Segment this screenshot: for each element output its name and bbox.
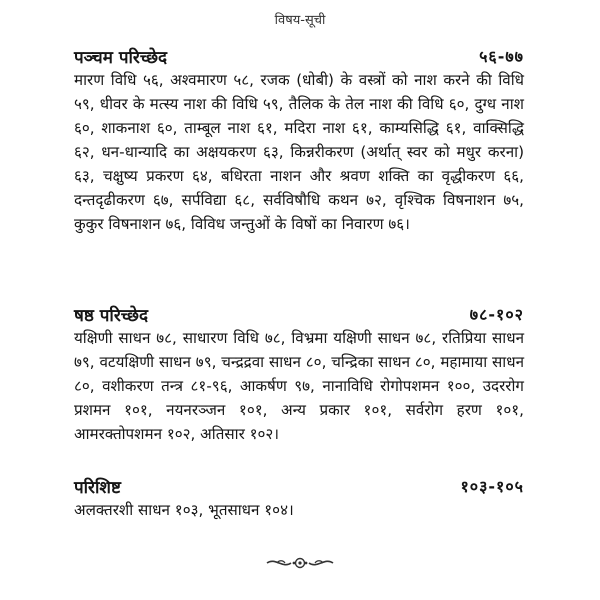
section-heading bbox=[74, 44, 524, 68]
section-page-range: ५६-७७ bbox=[479, 47, 524, 66]
section-body-text: मारण विधि ५६, अश्वमारण ५८, रजक (धोबी) के वस्त्रों को नाश करने की विधि ५९, धीवर के मत्स्य नाश की विधि ५९, तैलिक के तेल नाश की विधि ६०, दुग्ध नाश ६०, शाकनाश ६०, ताम्बूल नाश ६१, मदिरा नाश ६१, काम्यसिद्धि ६१, वाक्सिद्धि ६२, धन-धान्यादि का अक्षयकरण ६३, किन्नरीकरण (अर्थात् स्वर को मधुर करना) ६३, चक्षुष्य प्रकरण ६४, बधिरता नाशन और श्रवण शक्ति का वृद्धीकरण ६६, दन्तदृढीकरण ६७, सर्पविद्या ६८, सर्वविषौधि कथन ७२, वृश्चिक विषनाशन ७५, कुकुर विषनाशन ७६, विविध जन्तुओं के विषों का निवारण ७६। bbox=[74, 71, 524, 233]
flourish-icon bbox=[265, 555, 335, 571]
section-title: परिशिष्ट bbox=[74, 477, 121, 498]
section-heading bbox=[74, 302, 524, 326]
section-page-range: १०३-१०५ bbox=[460, 477, 524, 496]
section-page-range: ७८-१०२ bbox=[469, 305, 524, 324]
running-head: विषय-सूची bbox=[274, 13, 326, 28]
section-heading bbox=[74, 474, 524, 498]
section-title: षष्ठ परिच्छेद bbox=[74, 305, 148, 326]
ornament-divider bbox=[0, 555, 600, 571]
section-body-text: यक्षिणी साधन ७८, साधारण विधि ७८, विभ्रमा यक्षिणी साधन ७८, रतिप्रिया साधन ७९, वटयक्षिणी साधन ७९, चन्द्रद्रवा साधन ८०, चन्द्रिका साधन ८०, महामाया साधन ८०, वशीकरण तन्त्र ८१-९६, आकर्षण ९७, नानाविधि रोगोपशमन १००, उदररोग प्रशमन १०१, नयनरञ्जन १०१, अन्य प्रकार १०१, सर्वरोग हरण १०१, आमरक्तोपशमन १०२, अतिसार १०२। bbox=[74, 329, 524, 443]
section-title: पञ्चम परिच्छेद bbox=[74, 47, 168, 68]
section-body-text: अलक्तरशी साधन १०३, भूतसाधन १०४। bbox=[74, 501, 294, 519]
